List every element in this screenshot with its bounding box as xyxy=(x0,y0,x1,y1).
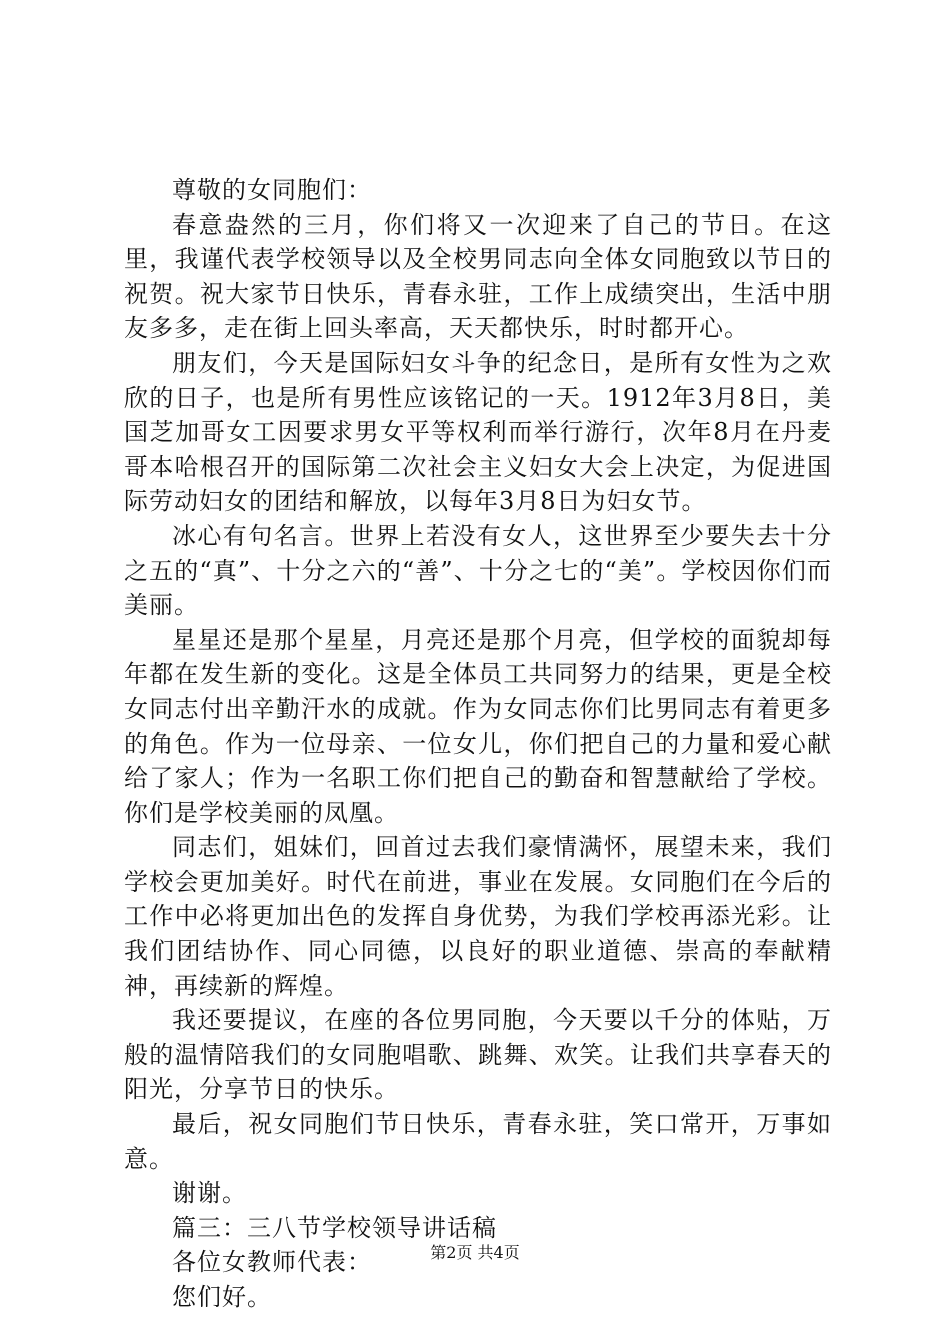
page-footer xyxy=(0,1243,950,1263)
paragraph-womens-day-history: 朋友们，今天是国际妇女斗争的纪念日，是所有女性为之欢欣的日子，也是所有男性应该铭记的一天。1912年3月8日，美国芝加哥女工因要求男女平等权利而举行游行，次年8月在丹麦哥本哈根召开的国际第二次社会主义妇女大会上决定，为促进国际劳动妇女的团结和解放，以每年3月8日为妇女节。 xyxy=(124,348,832,516)
paragraph-thanks: 谢谢。 xyxy=(172,1179,247,1208)
paragraph-spring-greeting: 春意盎然的三月，你们将又一次迎来了自己的节日。在这里，我谨代表学校领导以及全校男同志向全体女同胞致以节日的祝贺。祝大家节日快乐，青春永驻，工作上成绩突出，生活中朋友多多，走在街上回头率高，天天都快乐，时时都开心。 xyxy=(124,210,832,343)
paragraph-closing-wishes: 最后，祝女同胞们节日快乐，青春永驻，笑口常开，万事如意。 xyxy=(124,1110,832,1173)
document-body xyxy=(124,173,832,1315)
section-heading: 篇三：三八节学校领导讲话稿 xyxy=(172,1213,497,1242)
salutation-teachers: 各位女教师代表： xyxy=(172,1248,372,1277)
page-indicator: 第2页 共4页 xyxy=(430,1243,520,1262)
paragraph-future-outlook: 同志们，姐妹们，回首过去我们豪情满怀，展望未来，我们学校会更加美好。时代在前进，事业在发展。女同胞们在今后的工作中必将更加出色的发挥自身优势，为我们学校再添光彩。让我们团结协作、同心同德，以良好的职业道德、崇高的奉献精神，再续新的辉煌。 xyxy=(124,833,832,1000)
paragraph-school-changes: 星星还是那个星星，月亮还是那个月亮，但学校的面貌却每年都在发生新的变化。这是全体员工共同努力的结果，更是全校女同志付出辛勤汗水的成就。作为女同志你们比男同志有着更多的角色。作为一位母亲、一位女儿，你们把自己的力量和爱心献给了家人；作为一名职工你们把自己的勤奋和智慧献给了学校。你们是学校美丽的凤凰。 xyxy=(124,625,832,827)
paragraph-bingxin-quote: 冰心有句名言。世界上若没有女人，这世界至少要失去十分之五的“真”、十分之六的“善”、十分之七的“美”。学校因你们而美丽。 xyxy=(124,521,832,620)
greeting-line: 您们好。 xyxy=(172,1283,272,1311)
paragraph-proposal: 我还要提议，在座的各位男同胞，今天要以千分的体贴，万般的温情陪我们的女同胞唱歌、跳舞、欢笑。让我们共享春天的阳光，分享节日的快乐。 xyxy=(124,1006,832,1104)
salutation: 尊敬的女同胞们： xyxy=(172,176,372,204)
